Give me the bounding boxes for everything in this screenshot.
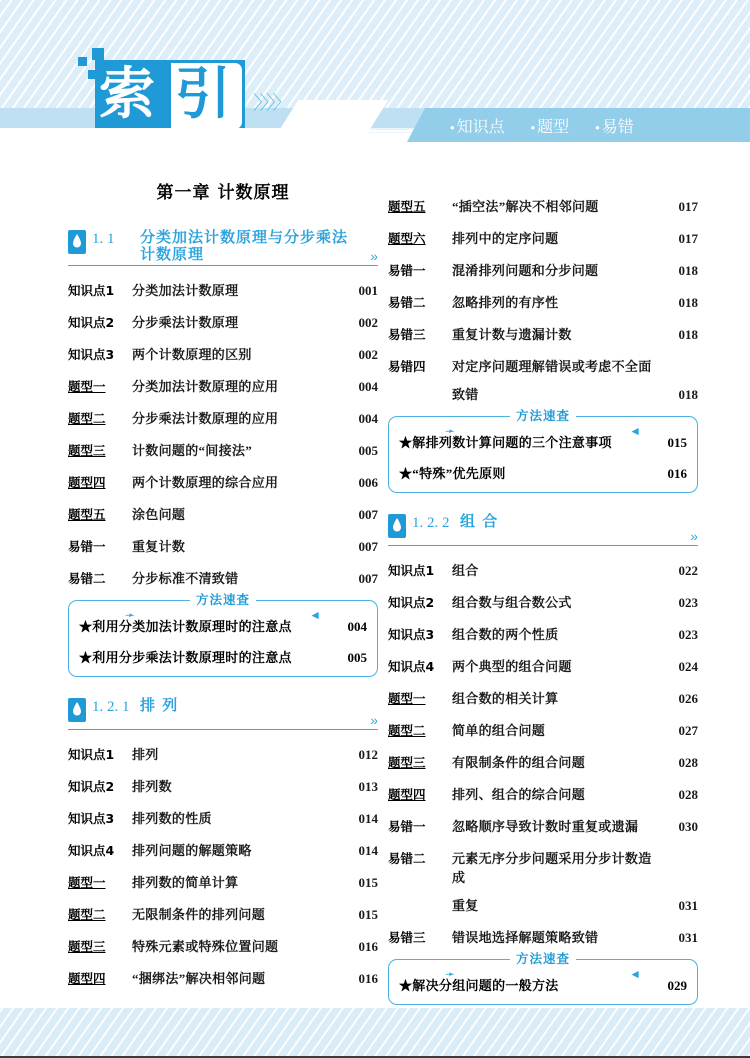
entry-page: 014 — [358, 811, 378, 826]
list-item[interactable] — [388, 292, 698, 311]
section-number: 1. 2. 2 — [412, 515, 450, 531]
page-footer-band — [0, 1008, 750, 1056]
tab-label: 题型 — [537, 118, 570, 136]
list-item[interactable] — [388, 560, 698, 579]
list-item[interactable] — [68, 536, 378, 555]
list-item[interactable] — [68, 968, 378, 987]
entry-title: 分步标准不清致错 — [132, 571, 239, 586]
droplet-icon — [68, 230, 86, 254]
method-box-heading-text: 方法速查 — [510, 408, 576, 423]
entry-label: 知识点4 — [68, 843, 115, 858]
entry-page: 014 — [358, 843, 378, 858]
entry-label: 题型一 — [68, 379, 106, 394]
entry-label: 知识点3 — [68, 811, 115, 826]
list-item[interactable] — [388, 784, 698, 803]
method-item-page: 029 — [667, 978, 687, 993]
list-item[interactable] — [399, 463, 687, 482]
page-header — [0, 0, 750, 150]
entry-label: 题型四 — [68, 475, 106, 490]
list-item[interactable] — [68, 840, 378, 859]
entry-list-1-2-1 — [68, 744, 378, 987]
entry-list-1-2-1-continued — [388, 196, 698, 403]
list-item[interactable] — [388, 196, 698, 215]
entry-title: 错误地选择解题策略致错 — [452, 930, 599, 945]
entry-title: 重复计数 — [132, 539, 186, 554]
entry-title: 元素无序分步问题采用分步计数造成 — [452, 851, 652, 885]
list-item[interactable] — [68, 904, 378, 923]
entry-title: 两个典型的组合问题 — [452, 659, 572, 674]
entry-label: 易错四 — [388, 359, 426, 374]
section-header-1-2-2[interactable] — [388, 513, 698, 546]
entry-label: 题型三 — [388, 755, 426, 770]
entry-title: 组合数的两个性质 — [452, 627, 559, 642]
entry-title: 对定序问题理解错误或考虑不全面 — [452, 359, 652, 374]
chevron-right-icon[interactable]: » — [690, 528, 698, 544]
entry-label: 题型四 — [388, 787, 426, 802]
entry-page: 004 — [358, 379, 378, 394]
entry-page: 007 — [358, 507, 378, 522]
entry-title: 分步乘法计数原理的应用 — [132, 411, 279, 426]
entry-label: 知识点4 — [388, 659, 435, 674]
entry-label: 知识点1 — [388, 563, 435, 578]
entry-title: 分步乘法计数原理 — [132, 315, 239, 330]
list-item[interactable] — [388, 228, 698, 247]
section-name: 排 列 — [140, 696, 179, 714]
list-item[interactable] — [68, 936, 378, 955]
entry-title: 排列问题的解题策略 — [132, 843, 252, 858]
entry-title: 涂色问题 — [132, 507, 186, 522]
entry-label: 知识点3 — [388, 627, 435, 642]
list-item[interactable] — [399, 432, 687, 451]
method-item-page: 004 — [347, 619, 367, 634]
list-item[interactable] — [388, 848, 698, 886]
arrow-left-icon: ◄ — [629, 967, 641, 981]
entry-title: 两个计数原理的综合应用 — [132, 475, 279, 490]
entry-label: 易错一 — [388, 819, 426, 834]
entry-label: 易错三 — [388, 327, 426, 342]
entry-page: 012 — [358, 747, 378, 762]
entry-title: 排列数的性质 — [132, 811, 212, 826]
list-item[interactable] — [388, 260, 698, 279]
tab-dot-icon: • — [450, 119, 455, 135]
entry-title: “插空法”解决不相邻问题 — [452, 199, 599, 214]
entry-title: 排列中的定序问题 — [452, 231, 559, 246]
list-item[interactable] — [68, 504, 378, 523]
method-box-heading-text: 方法速查 — [510, 951, 576, 966]
method-box-1-1 — [68, 592, 378, 677]
tab-question-types[interactable] — [531, 114, 570, 137]
entry-title: 分类加法计数原理的应用 — [132, 379, 279, 394]
entry-label: 题型三 — [68, 939, 106, 954]
list-item[interactable] — [68, 472, 378, 491]
entry-label: 知识点3 — [68, 347, 115, 362]
entry-label: 题型五 — [68, 507, 106, 522]
entry-page: 023 — [678, 595, 698, 610]
list-item[interactable] — [388, 816, 698, 835]
entry-title: 组合数与组合数公式 — [452, 595, 572, 610]
section-header-1-1[interactable] — [68, 229, 378, 266]
header-wedge — [0, 128, 340, 150]
page-title-char-2: 引 — [175, 62, 233, 127]
entry-page: 027 — [678, 723, 698, 738]
droplet-icon — [68, 698, 86, 722]
entry-title: 组合数的相关计算 — [452, 691, 559, 706]
list-item-continuation[interactable] — [388, 895, 698, 914]
entry-title: 混淆排列问题和分步问题 — [452, 263, 599, 278]
method-item-title: ★利用分步乘法计数原理时的注意点 — [79, 650, 292, 665]
entry-label: 知识点2 — [68, 315, 115, 330]
entry-title: 两个计数原理的区别 — [132, 347, 252, 362]
entry-title: 特殊元素或特殊位置问题 — [132, 939, 279, 954]
entry-page: 004 — [358, 411, 378, 426]
pixel-square-1 — [78, 57, 87, 66]
list-item[interactable] — [388, 656, 698, 675]
method-item-title: ★解决分组问题的一般方法 — [399, 978, 559, 993]
section-number: 1. 2. 1 — [92, 699, 130, 715]
entry-page: 016 — [358, 971, 378, 986]
list-item[interactable] — [79, 616, 367, 635]
section-number: 1. 1 — [92, 231, 115, 247]
method-box-heading — [389, 408, 697, 424]
tab-knowledge-points[interactable] — [450, 114, 505, 137]
entry-title: 有限制条件的组合问题 — [452, 755, 586, 770]
page-title — [95, 57, 245, 133]
entry-title: 组合 — [452, 563, 479, 578]
list-item-continuation[interactable] — [388, 384, 698, 403]
tab-dot-icon: • — [530, 119, 536, 135]
list-item[interactable] — [388, 356, 698, 375]
section-name: 组 合 — [460, 512, 499, 530]
method-box-1-2-2 — [388, 951, 698, 1005]
header-tabs — [432, 108, 750, 142]
section-name: 分类加法计数原理与分步乘法计数原理 — [140, 228, 349, 263]
entry-label: 题型一 — [68, 875, 106, 890]
entry-page: 028 — [678, 787, 698, 802]
entry-page: 006 — [358, 475, 378, 490]
chevron-right-icon[interactable]: » — [370, 712, 378, 728]
entry-label: 易错二 — [388, 295, 426, 310]
method-box-heading — [69, 592, 377, 608]
entry-page: 028 — [678, 755, 698, 770]
entry-page: 031 — [678, 930, 698, 945]
chapter-title: 第一章 计数原理 — [156, 183, 290, 203]
entry-title: 忽略排列的有序性 — [452, 295, 559, 310]
page-title-char-1: 索 — [99, 62, 157, 127]
method-item-page: 016 — [667, 466, 687, 481]
list-item[interactable] — [388, 324, 698, 343]
entry-title: 重复计数与遗漏计数 — [452, 327, 572, 342]
entry-label: 题型四 — [68, 971, 106, 986]
arrow-left-icon: ◄ — [629, 424, 641, 438]
entry-title: 排列、组合的综合问题 — [452, 787, 586, 802]
entry-page: 018 — [678, 263, 698, 278]
entry-title: 无限制条件的排列问题 — [132, 907, 266, 922]
entry-page: 015 — [358, 907, 378, 922]
list-item[interactable] — [388, 592, 698, 611]
entry-label: 易错二 — [388, 851, 426, 866]
entry-title: 致错 — [452, 387, 479, 402]
droplet-icon — [388, 514, 406, 538]
entry-page: 018 — [678, 387, 698, 402]
entry-label: 易错一 — [68, 539, 106, 554]
entry-title: 分类加法计数原理 — [132, 283, 239, 298]
entry-label: 题型三 — [68, 443, 106, 458]
method-item-title: ★解排列数计算问题的三个注意事项 — [399, 435, 612, 450]
entry-title: 忽略顺序导致计数时重复或遗漏 — [452, 819, 639, 834]
list-item[interactable] — [79, 647, 367, 666]
list-item[interactable] — [68, 376, 378, 395]
entry-label: 易错三 — [388, 930, 426, 945]
list-item[interactable] — [68, 776, 378, 795]
list-item[interactable] — [388, 752, 698, 771]
tab-label: 易错 — [601, 118, 634, 136]
method-box-heading — [389, 951, 697, 967]
entry-title: “捆绑法”解决相邻问题 — [132, 971, 266, 986]
arrow-right-icon: ➛ — [125, 608, 136, 622]
entry-title: 重复 — [452, 898, 479, 913]
chevron-right-icon[interactable]: » — [370, 248, 378, 264]
entry-label: 题型五 — [388, 199, 426, 214]
arrow-right-icon: ➛ — [445, 967, 456, 981]
entry-list-1-1 — [68, 280, 378, 587]
entry-label: 知识点2 — [388, 595, 435, 610]
entry-page: 018 — [678, 295, 698, 310]
list-item[interactable] — [68, 312, 378, 331]
entry-title: 计数问题的“间接法” — [132, 443, 252, 458]
section-header-1-2-1[interactable] — [68, 697, 378, 730]
entry-page: 015 — [358, 875, 378, 890]
entry-title: 简单的组合问题 — [452, 723, 546, 738]
method-box-1-2-1 — [388, 408, 698, 493]
arrow-right-icon: ➛ — [445, 424, 456, 438]
list-item[interactable] — [399, 975, 687, 994]
entry-label: 知识点2 — [68, 779, 115, 794]
entry-page: 002 — [358, 347, 378, 362]
list-item[interactable] — [388, 688, 698, 707]
arrow-left-icon: ◄ — [309, 608, 321, 622]
entry-page: 001 — [358, 283, 378, 298]
entry-label: 易错二 — [68, 571, 106, 586]
chevron-decoration: 〉〉〉〉 — [253, 92, 289, 114]
list-item[interactable] — [388, 624, 698, 643]
entry-page: 002 — [358, 315, 378, 330]
entry-page: 018 — [678, 327, 698, 342]
entry-label: 知识点1 — [68, 283, 115, 298]
entry-title: 排列数的简单计算 — [132, 875, 239, 890]
tab-common-errors[interactable] — [595, 114, 634, 137]
entry-label: 题型二 — [388, 723, 426, 738]
entry-page: 031 — [678, 898, 698, 913]
list-item[interactable] — [68, 408, 378, 427]
entry-page: 024 — [678, 659, 698, 674]
entry-page: 023 — [678, 627, 698, 642]
right-column — [388, 150, 698, 1025]
method-item-page: 015 — [667, 435, 687, 450]
method-item-title: ★“特殊”优先原则 — [399, 466, 506, 481]
entry-page: 022 — [678, 563, 698, 578]
entry-label: 题型一 — [388, 691, 426, 706]
entry-page: 007 — [358, 539, 378, 554]
entry-page: 026 — [678, 691, 698, 706]
list-item[interactable] — [68, 440, 378, 459]
list-item[interactable] — [68, 872, 378, 891]
entry-page: 013 — [358, 779, 378, 794]
index-content — [0, 150, 750, 1025]
entry-page: 017 — [678, 199, 698, 214]
list-item[interactable] — [388, 927, 698, 946]
left-column — [68, 150, 378, 1025]
list-item[interactable] — [68, 808, 378, 827]
entry-label: 易错一 — [388, 263, 426, 278]
entry-page: 005 — [358, 443, 378, 458]
entry-page: 030 — [678, 819, 698, 834]
list-item[interactable] — [68, 568, 378, 587]
entry-page: 016 — [358, 939, 378, 954]
entry-title: 排列 — [132, 747, 159, 762]
method-item-page: 005 — [347, 650, 367, 665]
list-item[interactable] — [68, 344, 378, 363]
entry-label: 题型二 — [68, 907, 106, 922]
entry-label: 题型六 — [388, 231, 426, 246]
entry-page: 007 — [358, 571, 378, 586]
method-box-heading-text: 方法速查 — [190, 592, 256, 607]
entry-page: 017 — [678, 231, 698, 246]
entry-title: 排列数 — [132, 779, 172, 794]
list-item[interactable] — [68, 280, 378, 299]
tab-dot-icon: • — [595, 119, 600, 135]
tab-label: 知识点 — [456, 118, 505, 136]
entry-label: 知识点1 — [68, 747, 115, 762]
list-item[interactable] — [388, 720, 698, 739]
entry-label: 题型二 — [68, 411, 106, 426]
list-item[interactable] — [68, 744, 378, 763]
method-item-title: ★利用分类加法计数原理时的注意点 — [79, 619, 292, 634]
entry-list-1-2-2 — [388, 560, 698, 946]
